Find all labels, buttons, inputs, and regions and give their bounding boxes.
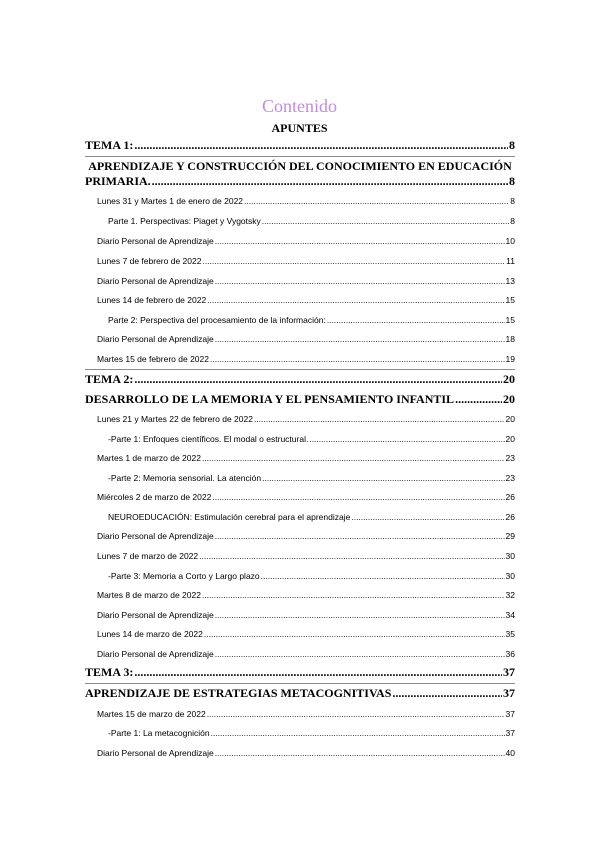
toc-entry[interactable]: [85, 174, 515, 189]
toc-entry[interactable]: [97, 610, 515, 620]
toc-entry-page: 32: [505, 590, 515, 600]
toc-leader: [202, 453, 505, 463]
toc-entry[interactable]: [108, 315, 515, 325]
toc-entry-label: APRENDIZAJE DE ESTRATEGIAS METACOGNITIVAS: [85, 686, 392, 700]
toc-entry-label: Lunes 7 de marzo de 2022: [97, 551, 199, 561]
toc-entry-label: Diario Personal de Aprendizaje: [97, 649, 214, 659]
toc-entry-page: 37: [503, 686, 515, 700]
toc-entry-label: TEMA 2:: [85, 372, 134, 386]
toc-entry-label: Miércoles 2 de marzo de 2022: [97, 492, 212, 502]
toc-entry-label: -Parte 3: Memoria a Corto y Largo plazo: [108, 571, 260, 581]
toc-entry-page: 11: [506, 256, 515, 266]
toc-entry-page: 20: [505, 414, 515, 424]
toc-entry-page: 19: [505, 354, 515, 364]
toc-entry[interactable]: [97, 236, 515, 246]
toc-leader: [210, 354, 505, 364]
toc-entry[interactable]: [97, 453, 515, 463]
toc-entry-label: DESARROLLO DE LA MEMORIA Y EL PENSAMIENTO INFANTIL: [85, 392, 455, 406]
toc-leader: [211, 728, 505, 738]
toc-entry-label: Lunes 14 de marzo de 2022: [97, 629, 203, 639]
toc-entry-label: PRIMARIA.: [85, 174, 151, 188]
toc-entry-label: TEMA 1:: [85, 138, 134, 152]
toc-entry[interactable]: [97, 709, 515, 719]
toc-entry-label: Parte 1. Perspectivas: Piaget y Vygotsky: [108, 216, 261, 226]
toc-entry-page: 23: [505, 453, 515, 463]
toc-entry-label: NEUROEDUCACIÓN: Estimulación cerebral para el aprendizaje: [108, 512, 351, 522]
toc-entry-label: Lunes 14 de febrero de 2022: [97, 295, 207, 305]
toc-title: Contenido: [262, 96, 337, 116]
toc-entry[interactable]: [97, 748, 515, 758]
toc-entry-label: Parte 2: Perspectiva del procesamiento de la información:: [108, 315, 326, 325]
toc-entry-label: Lunes 7 de febrero de 2022: [97, 256, 202, 266]
toc-entry-page: 40: [505, 748, 515, 758]
toc-entry-label: Diario Personal de Aprendizaje: [97, 276, 214, 286]
toc-entry-page: 20: [505, 434, 515, 444]
toc-entry-page: 8: [509, 138, 515, 152]
toc-entry-label: Diario Personal de Aprendizaje: [97, 236, 214, 246]
toc-entry-page: 26: [505, 512, 515, 522]
toc-entry-page: 8: [510, 216, 515, 226]
toc-entry[interactable]: [85, 665, 515, 680]
toc-entry-label: -Parte 2: Memoria sensorial. La atención: [108, 473, 262, 483]
toc-leader: [455, 392, 502, 407]
toc-entry-page: 30: [505, 571, 515, 581]
toc-entry[interactable]: [97, 295, 515, 305]
toc-entry-page: 13: [505, 276, 515, 286]
toc-leader: [202, 590, 505, 600]
toc-leader: [199, 551, 504, 561]
toc-entry-label: Martes 1 de marzo de 2022: [97, 453, 201, 463]
toc-leader: [261, 571, 505, 581]
toc-leader: [215, 531, 505, 541]
toc-entry[interactable]: [97, 196, 515, 206]
toc-entry-page: 37: [503, 665, 515, 679]
toc-entry[interactable]: [97, 334, 515, 344]
toc-separator: [85, 369, 515, 370]
toc-leader: [202, 256, 505, 266]
toc-leader: [215, 610, 505, 620]
toc-entry-label: TEMA 3:: [85, 665, 134, 679]
toc-entry[interactable]: [108, 473, 515, 483]
toc-separator: [85, 683, 515, 684]
toc-entry-label: Lunes 31 y Martes 1 de enero de 2022: [97, 196, 244, 206]
toc-separator: [85, 156, 515, 157]
toc-entry-page: 8: [509, 174, 515, 188]
toc-entry[interactable]: [108, 728, 515, 738]
toc-entry-page: 18: [505, 334, 515, 344]
toc-entry-page: 35: [505, 629, 515, 639]
toc-entry-label: Martes 8 de marzo de 2022: [97, 590, 201, 600]
toc-leader: [207, 295, 504, 305]
toc-entry[interactable]: [108, 434, 515, 444]
toc-entry-page: 23: [505, 473, 515, 483]
toc-entry-label: -Parte 1: Enfoques científicos. El modal o estructural.: [108, 434, 309, 444]
toc-entry-page: 20: [503, 392, 515, 406]
toc-entry-label-line1: APRENDIZAJE Y CONSTRUCCIÓN DEL CONOCIMIENTO EN EDUCACIÓN: [88, 159, 512, 173]
toc-entry[interactable]: [85, 686, 515, 701]
toc-entry[interactable]: [97, 414, 515, 424]
toc-entry[interactable]: [97, 492, 515, 502]
toc-entry[interactable]: [97, 629, 515, 639]
toc-entry-page: 30: [505, 551, 515, 561]
toc-entry-label: -Parte 1: La metacognición: [108, 728, 210, 738]
toc-entry[interactable]: [97, 590, 515, 600]
toc-leader: [327, 315, 505, 325]
toc-entry-label: Diario Personal de Aprendizaje: [97, 531, 214, 541]
toc-leader: [134, 372, 502, 387]
toc-entry-page: 26: [505, 492, 515, 502]
toc-entry-label: Diario Personal de Aprendizaje: [97, 334, 214, 344]
toc-leader: [152, 174, 508, 189]
toc-leader: [215, 236, 505, 246]
toc-entry-label: Diario Personal de Aprendizaje: [97, 748, 214, 758]
toc-entry-label: Lunes 21 y Martes 22 de febrero de 2022: [97, 414, 253, 424]
toc-entry[interactable]: [85, 138, 515, 153]
toc-leader: [309, 434, 504, 444]
toc-entry[interactable]: [85, 372, 515, 387]
toc-subtitle: APUNTES: [271, 121, 328, 135]
toc-entry[interactable]: [97, 256, 515, 266]
toc-entry[interactable]: [97, 649, 515, 659]
toc-leader: [215, 334, 505, 344]
toc-leader: [392, 686, 502, 701]
toc-entry[interactable]: [97, 531, 515, 541]
toc-entry-page: 29: [505, 531, 515, 541]
toc-leader: [207, 709, 505, 719]
toc-entry-page: 10: [505, 236, 515, 246]
toc-entry-label: Martes 15 de marzo de 2022: [97, 709, 206, 719]
toc-entry[interactable]: [108, 571, 515, 581]
toc-leader: [134, 138, 508, 153]
toc-leader: [262, 473, 504, 483]
toc-leader: [134, 665, 502, 680]
toc-leader: [351, 512, 504, 522]
toc-entry[interactable]: [108, 216, 515, 226]
toc-leader: [212, 492, 504, 502]
toc-entry[interactable]: [97, 276, 515, 286]
toc-entry-page: 36: [505, 649, 515, 659]
toc-entry-page: 37: [505, 709, 515, 719]
toc-leader: [204, 629, 505, 639]
toc-entry-page: 15: [505, 295, 515, 305]
toc-entry-page: 15: [505, 315, 515, 325]
toc-leader: [215, 748, 505, 758]
toc-leader: [254, 414, 505, 424]
toc-entry[interactable]: [97, 551, 515, 561]
toc-entry[interactable]: [97, 354, 515, 364]
toc-entry-page: 20: [503, 372, 515, 386]
toc-entry[interactable]: [108, 512, 515, 522]
toc-entry-page: 37: [505, 728, 515, 738]
toc-leader: [215, 649, 505, 659]
toc-leader: [262, 216, 510, 226]
toc-entry-page: 34: [505, 610, 515, 620]
toc-entry[interactable]: [85, 392, 515, 407]
toc-entry-label: Diario Personal de Aprendizaje: [97, 610, 214, 620]
toc-leader: [244, 196, 509, 206]
toc-entry-label: Martes 15 de febrero de 2022: [97, 354, 209, 364]
toc-leader: [215, 276, 505, 286]
toc-entry-page: 8: [510, 196, 515, 206]
